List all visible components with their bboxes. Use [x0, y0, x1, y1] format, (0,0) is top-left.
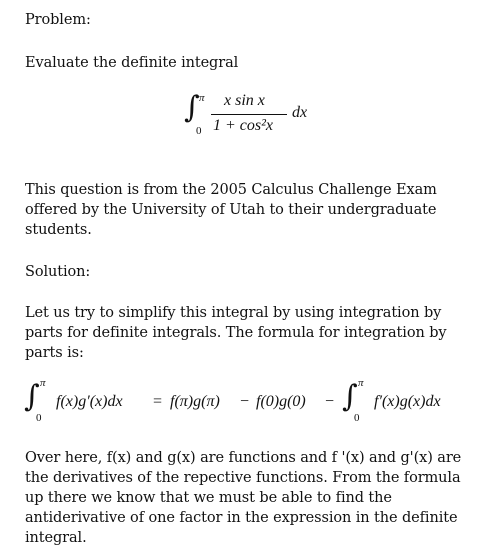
differential: dx [292, 104, 308, 121]
formula-rhs-lower-limit: 0 [354, 412, 360, 424]
fraction-denominator: 1 + cos²x [213, 117, 274, 134]
formula-lhs: f(x)g′(x)dx [56, 393, 123, 410]
problem-heading: Problem: [25, 12, 91, 28]
integral-sign: ∫ [24, 379, 40, 414]
formula-term1: f(π)g(π) [170, 393, 220, 410]
integral-sign: ∫ [342, 379, 358, 414]
formula-upper-limit: π [40, 377, 46, 389]
fraction-numerator: x sin x [224, 92, 265, 109]
solution-heading: Solution: [25, 264, 91, 280]
integral-sign: ∫ [184, 90, 200, 125]
formula-term2: f(0)g(0) [256, 393, 306, 410]
formula-lower-limit: 0 [36, 412, 42, 424]
source-note: This question is from the 2005 Calculus Challenge Exam offered by the University of Utah to their undergraduate students. [25, 182, 437, 238]
solution-intro: Let us try to simplify this integral by using integration by parts for definite integrals. The formula for integration by parts is: [25, 305, 447, 361]
formula-equals: = [153, 393, 163, 410]
formula-rhs-upper-limit: π [358, 377, 364, 389]
integral-lower-limit: 0 [196, 125, 202, 137]
problem-statement: Evaluate the definite integral [25, 55, 239, 71]
fraction-bar [211, 114, 287, 115]
integral-upper-limit: π [199, 92, 205, 104]
formula-minus2: − [325, 393, 335, 410]
formula-minus1: − [240, 393, 250, 410]
explanation: Over here, f(x) and g(x) are functions and f '(x) and g'(x) are the derivatives of the repective functions. From the formula up there we know that we must be able to find the antiderivative of one factor in the expression in the definite integral. [25, 450, 462, 546]
formula-rhs-integrand: f′(x)g(x)dx [374, 393, 441, 410]
